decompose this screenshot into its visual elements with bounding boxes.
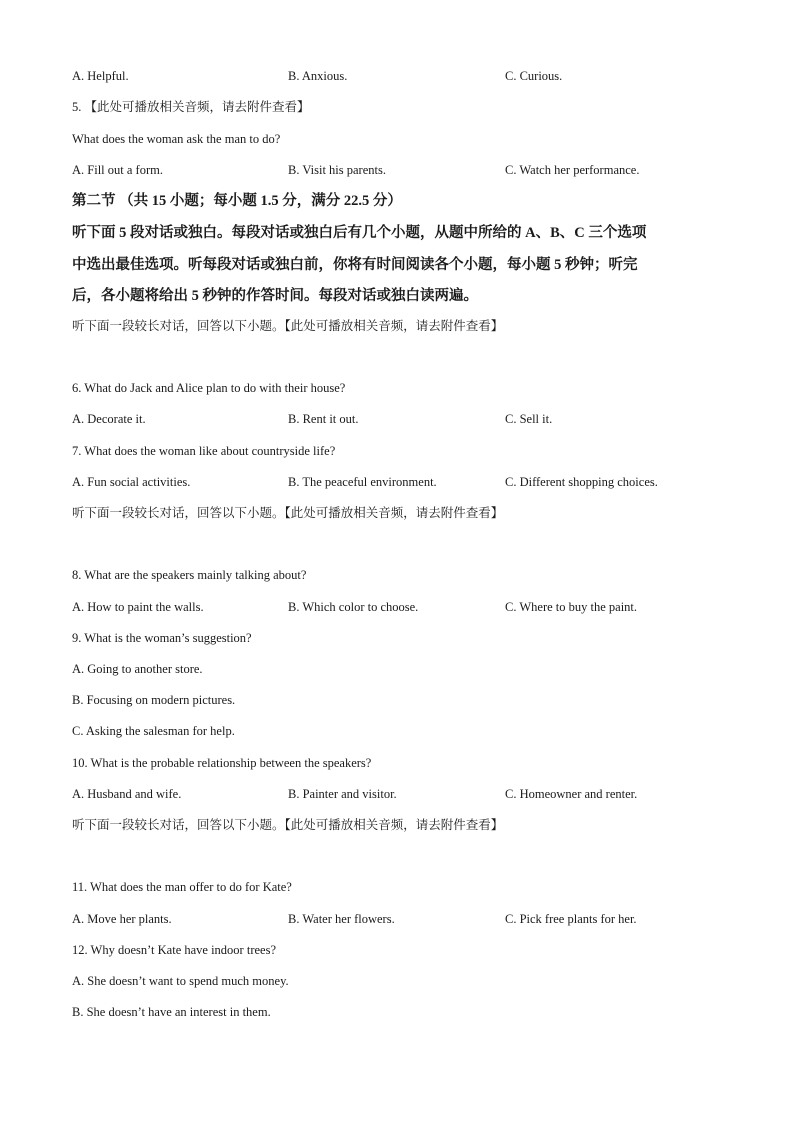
q7-option-a: A. Fun social activities. (72, 475, 191, 489)
q12-option-a: A. She doesn’t want to spend much money. (72, 974, 289, 988)
q7-option-b: B. The peaceful environment. (288, 475, 437, 489)
q5-option-a: A. Fill out a form. (72, 163, 163, 177)
passage1-note: 听下面一段较长对话，回答以下小题。【此处可播放相关音频，请去附件查看】 (72, 319, 504, 333)
passage2-note: 听下面一段较长对话，回答以下小题。【此处可播放相关音频，请去附件查看】 (72, 506, 504, 520)
q12-question: 12. Why doesn’t Kate have indoor trees? (72, 943, 276, 957)
passage3-note: 听下面一段较长对话，回答以下小题。【此处可播放相关音频，请去附件查看】 (72, 818, 504, 832)
q11-question: 11. What does the man offer to do for Kate? (72, 880, 292, 894)
q4-option-a: A. Helpful. (72, 69, 129, 83)
section2-instruction-1: 听下面 5 段对话或独白。每段对话或独白后有几个小题，从题中所给的 A、B、C 三个选项 (72, 225, 647, 241)
q5-option-c: C. Watch her performance. (505, 163, 640, 177)
q6-option-c: C. Sell it. (505, 412, 553, 426)
q9-option-c: C. Asking the salesman for help. (72, 724, 235, 738)
q5-audio-note: 5. 【此处可播放相关音频，请去附件查看】 (72, 100, 310, 114)
q10-option-c: C. Homeowner and renter. (505, 787, 638, 801)
q11-option-c: C. Pick free plants for her. (505, 912, 637, 926)
q11-option-a: A. Move her plants. (72, 912, 172, 926)
q6-option-a: A. Decorate it. (72, 412, 146, 426)
q9-option-b: B. Focusing on modern pictures. (72, 693, 236, 707)
q12-option-b: B. She doesn’t have an interest in them. (72, 1005, 271, 1019)
q11-option-b: B. Water her flowers. (288, 912, 395, 926)
section2-instruction-3: 后，各小题将给出 5 秒钟的作答时间。每段对话或独白读两遍。 (72, 288, 478, 304)
q8-option-b: B. Which color to choose. (288, 600, 419, 614)
q10-option-b: B. Painter and visitor. (288, 787, 397, 801)
q6-question: 6. What do Jack and Alice plan to do with their house? (72, 381, 346, 395)
q8-question: 8. What are the speakers mainly talking about? (72, 568, 307, 582)
q7-option-c: C. Different shopping choices. (505, 475, 658, 489)
q5-option-b: B. Visit his parents. (288, 163, 386, 177)
section2-heading: 第二节 （共 15 小题；每小题 1.5 分，满分 22.5 分） (72, 193, 402, 209)
q7-question: 7. What does the woman like about countryside life? (72, 444, 336, 458)
q9-option-a: A. Going to another store. (72, 662, 203, 676)
q9-question: 9. What is the woman’s suggestion? (72, 631, 252, 645)
q6-option-b: B. Rent it out. (288, 412, 359, 426)
q5-question: What does the woman ask the man to do? (72, 132, 281, 146)
q10-question: 10. What is the probable relationship between the speakers? (72, 756, 372, 770)
q4-option-b: B. Anxious. (288, 69, 348, 83)
q4-option-c: C. Curious. (505, 69, 563, 83)
q8-option-c: C. Where to buy the paint. (505, 600, 638, 614)
q8-option-a: A. How to paint the walls. (72, 600, 204, 614)
section2-instruction-2: 中选出最佳选项。听每段对话或独白前，你将有时间阅读各个小题，每小题 5 秒钟；听完 (72, 257, 638, 273)
q10-option-a: A. Husband and wife. (72, 787, 182, 801)
